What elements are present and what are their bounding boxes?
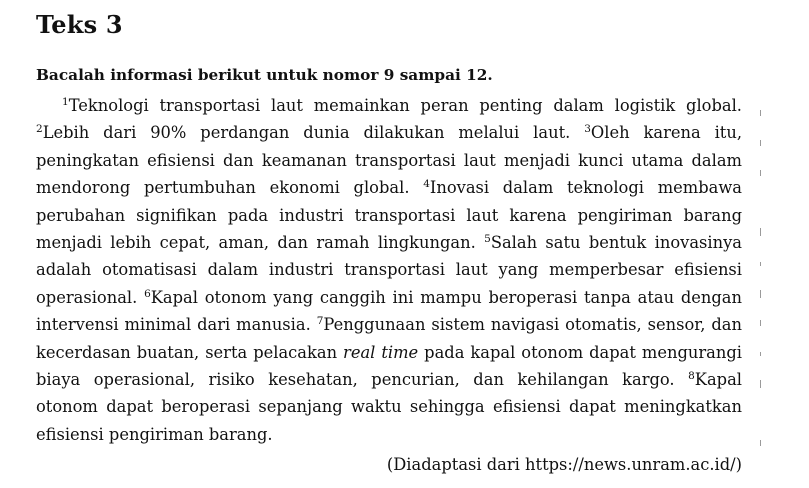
sentence-number: 5 (484, 233, 491, 246)
margin-tick (760, 352, 761, 356)
sentence-text: pada kapal otonom dapat mengurangi biaya operasional, risiko kesehatan, pencurian, dan kehilangan kargo. (36, 342, 742, 390)
margin-tick (760, 262, 761, 266)
reading-passage (36, 92, 742, 448)
italic-term: real time (343, 342, 419, 362)
margin-tick (760, 380, 761, 388)
margin-tick (760, 170, 761, 176)
margin-tick (760, 110, 761, 116)
margin-tick (760, 440, 761, 446)
margin-tick (760, 140, 761, 146)
sentence-number: 8 (688, 370, 695, 383)
sentence-text: Oleh karena itu, peningkatan efisiensi dan keamanan transportasi laut menjadi kunci utama dalam mendorong pertumbuhan ekonomi global. (36, 123, 743, 198)
sentence-number: 4 (423, 178, 430, 191)
sentence-text: Kapal otonom yang canggih ini mampu beroperasi tanpa atau dengan intervensi minimal dari manusia. (36, 287, 742, 335)
sentence-number: 3 (584, 123, 591, 136)
sentence-text: Teknologi transportasi laut memainkan peran penting dalam logistik global. (68, 96, 742, 115)
reading-instruction: Bacalah informasi berikut untuk nomor 9 sampai 12. (36, 66, 493, 84)
sentence-text: Penggunaan sistem navigasi otomatis, sensor, dan kecerdasan buatan, serta pelacakan (36, 315, 742, 362)
text-title: Teks 3 (36, 10, 123, 39)
source-citation: (Diadaptasi dari https://news.unram.ac.id/) (386, 455, 742, 474)
sentence-text: Lebih dari 90% perdangan dunia dilakukan melalui laut. (42, 123, 571, 143)
sentence-text: Salah satu bentuk inovasinya adalah otomatisasi dalam industri transportasi laut yang memperbesar efisiensi operasional. (36, 233, 742, 307)
margin-tick (760, 320, 761, 326)
margin-artifacts (760, 0, 780, 488)
sentence-number: 2 (36, 123, 43, 136)
sentence-number: 7 (316, 315, 324, 328)
sentence-text: Kapal otonom dapat beroperasi sepanjang waktu sehingga efisiensi dapat meningkatkan efisiensi pengiriman barang. (36, 370, 742, 444)
margin-tick (760, 290, 761, 298)
margin-tick (760, 228, 761, 236)
sentence-text: Inovasi dalam teknologi membawa perubahan signifikan pada industri transportasi laut karena pengiriman barang menjadi lebih cepat, aman, dan ramah lingkungan. (36, 178, 742, 253)
sentence-number: 6 (144, 287, 151, 300)
sentence-number: 1 (62, 96, 69, 108)
